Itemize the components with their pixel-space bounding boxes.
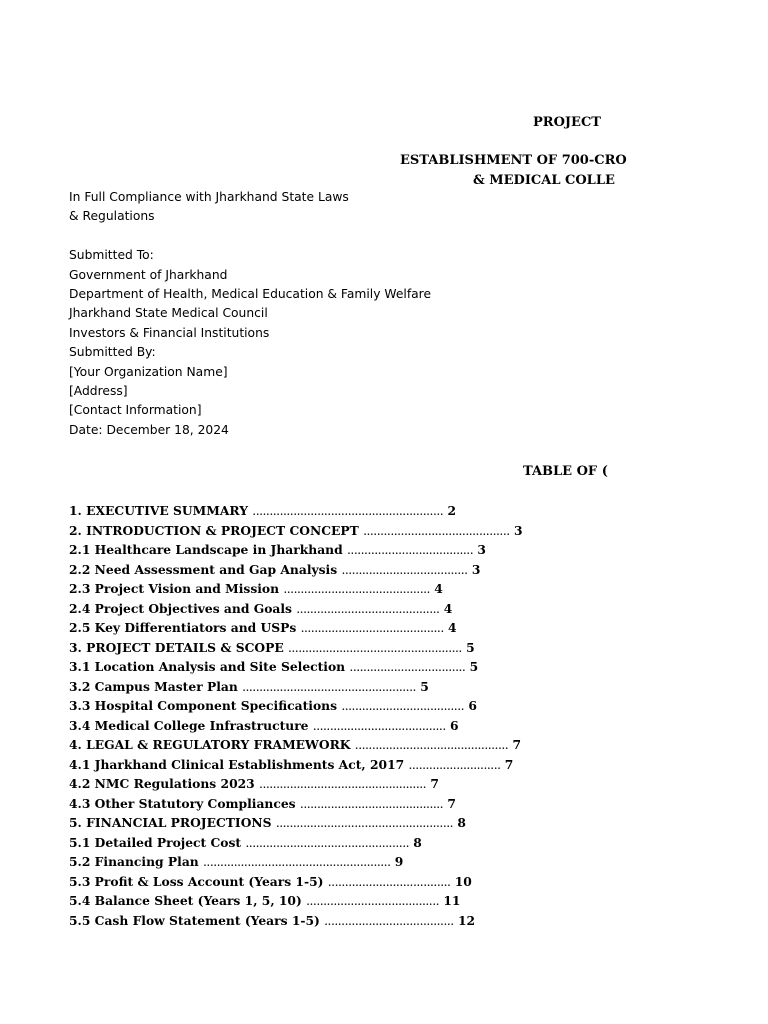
recipient-line: Jharkhand State Medical Council — [69, 306, 268, 321]
toc-entry-leader-dots: ....................................... — [306, 894, 440, 908]
toc-entry-leader-dots: .......................................... — [296, 601, 440, 616]
toc-entry[interactable] — [69, 579, 523, 599]
toc-heading: TABLE OF ( — [523, 464, 608, 479]
document-title: PROJECT — [533, 115, 601, 130]
toc-entry-page-number: 10 — [454, 873, 472, 889]
toc-entry-leader-dots: .................................... — [327, 874, 451, 889]
toc-entry-page-number: 5 — [469, 659, 479, 674]
toc-entry-page-number: 7 — [504, 756, 514, 772]
toc-entry-title: 5.5 Cash Flow Statement (Years 1-5) — [69, 912, 320, 928]
toc-entry[interactable] — [69, 833, 523, 853]
toc-entry-title: 5.2 Financing Plan — [69, 854, 199, 869]
toc-entry-leader-dots: ...................................... — [324, 913, 454, 928]
toc-entry-page-number: 2 — [447, 503, 457, 518]
toc-entry[interactable] — [69, 521, 523, 541]
toc-entry-page-number: 12 — [457, 912, 476, 928]
compliance-line-1: In Full Compliance with Jharkhand State Laws — [69, 190, 349, 204]
toc-entry[interactable] — [69, 852, 523, 872]
toc-entry-page-number: 8 — [457, 815, 466, 830]
toc-entry-page-number: 5 — [466, 639, 475, 655]
toc-entry[interactable] — [69, 755, 523, 775]
submitter-line: [Address] — [69, 383, 128, 398]
toc-entry[interactable] — [69, 735, 523, 755]
submission-date: Date: December 18, 2024 — [69, 422, 229, 437]
toc-entry[interactable] — [69, 677, 523, 697]
toc-entry[interactable] — [69, 891, 523, 911]
toc-entry-title: 4.1 Jharkhand Clinical Establishments Act, 2017 — [69, 756, 405, 772]
toc-entry[interactable] — [69, 638, 523, 658]
recipient-line: Investors & Financial Institutions — [69, 325, 270, 340]
toc-entry-leader-dots: .......................................... — [300, 621, 444, 635]
toc-entry-title: 2.4 Project Objectives and Goals — [69, 600, 292, 616]
toc-entry-page-number: 7 — [512, 737, 522, 752]
document-subtitle-line-1: ESTABLISHMENT OF 700-CRO — [400, 153, 627, 168]
toc-entry-page-number: 5 — [420, 678, 429, 694]
submitted-to-label: Submitted To: — [69, 248, 154, 263]
submitter-line: [Your Organization Name] — [69, 364, 228, 379]
toc-entry-leader-dots: ........................................... — [283, 582, 430, 596]
toc-entry-page-number: 4 — [448, 620, 457, 635]
toc-entry-page-number: 3 — [513, 522, 523, 538]
document-subtitle-line-2: & MEDICAL COLLE — [473, 173, 615, 188]
toc-entry[interactable] — [69, 774, 523, 794]
toc-entry-title: 3.1 Location Analysis and Site Selection — [69, 659, 346, 674]
toc-entry-leader-dots: ........................................................ — [252, 504, 444, 518]
toc-entry-page-number: 4 — [443, 600, 453, 616]
toc-entry-page-number: 11 — [443, 893, 461, 908]
toc-entry[interactable] — [69, 911, 523, 931]
toc-entry-title: 4. LEGAL & REGULATORY FRAMEWORK — [69, 737, 351, 752]
toc-entry-title: 2.1 Healthcare Landscape in Jharkhand — [69, 542, 343, 557]
toc-entry-page-number: 3 — [471, 561, 481, 577]
toc-entry-leader-dots: ........................................... — [363, 523, 510, 538]
toc-entry[interactable] — [69, 716, 523, 736]
toc-entry-leader-dots: ............................................. — [354, 738, 509, 752]
toc-entry-leader-dots: ..................................... — [347, 543, 474, 557]
toc-entry-leader-dots: ................................................. — [259, 777, 427, 791]
spacer — [69, 227, 431, 246]
recipient-line: Department of Health, Medical Education & Family Welfare — [69, 286, 432, 301]
toc-entry[interactable] — [69, 794, 523, 814]
toc-entry-leader-dots: ....................................... — [312, 718, 446, 733]
toc-entry-title: 1. EXECUTIVE SUMMARY — [69, 503, 249, 518]
toc-entry[interactable] — [69, 560, 523, 580]
toc-entry-leader-dots: .......................................... — [299, 796, 444, 811]
toc-entry[interactable] — [69, 501, 523, 521]
toc-entry-title: 5.4 Balance Sheet (Years 1, 5, 10) — [69, 893, 302, 908]
submitted-by-label: Submitted By: — [69, 345, 156, 360]
toc-entry-page-number: 9 — [394, 854, 404, 869]
toc-entry-leader-dots: ................................................... — [287, 640, 462, 655]
toc-entry-leader-dots: .................................. — [349, 660, 466, 674]
toc-entry[interactable] — [69, 813, 523, 833]
toc-entry[interactable] — [69, 872, 523, 892]
toc-entry-page-number: 8 — [413, 834, 422, 850]
toc-entry-title: 2.2 Need Assessment and Gap Analysis — [69, 561, 338, 577]
toc-entry-leader-dots: ........................... — [408, 757, 501, 772]
toc-entry-title: 5.1 Detailed Project Cost — [69, 834, 242, 850]
intro-block — [69, 188, 431, 440]
toc-entry-page-number: 6 — [468, 698, 477, 713]
toc-entry-title: 3.2 Campus Master Plan — [69, 678, 238, 694]
toc-entry-leader-dots: ....................................................... — [203, 855, 391, 869]
toc-entry-leader-dots: ................................................ — [245, 835, 410, 850]
toc-entry[interactable] — [69, 696, 523, 716]
toc-entry-leader-dots: .................................... — [341, 699, 465, 713]
toc-entry[interactable] — [69, 540, 523, 560]
table-of-contents — [69, 501, 523, 930]
toc-entry-page-number: 7 — [447, 795, 456, 811]
toc-entry-title: 3.3 Hospital Component Specifications — [69, 698, 338, 713]
toc-entry-page-number: 7 — [430, 776, 439, 791]
toc-entry-page-number: 6 — [450, 717, 459, 733]
toc-entry-page-number: 4 — [434, 581, 443, 596]
recipient-line: Government of Jharkhand — [69, 267, 228, 282]
toc-entry[interactable] — [69, 599, 523, 619]
toc-entry-title: 3.4 Medical College Infrastructure — [69, 717, 309, 733]
toc-entry-leader-dots: ................................................... — [242, 679, 416, 694]
toc-entry-page-number: 3 — [477, 542, 486, 557]
toc-entry-title: 2. INTRODUCTION & PROJECT CONCEPT — [69, 522, 359, 538]
compliance-line-2: & Regulations — [69, 209, 155, 224]
submitter-line: [Contact Information] — [69, 403, 202, 418]
toc-entry-title: 4.3 Other Statutory Compliances — [69, 795, 296, 811]
toc-entry[interactable] — [69, 618, 523, 638]
toc-entry-leader-dots: ..................................... — [341, 562, 468, 577]
toc-entry-title: 5.3 Profit & Loss Account (Years 1-5) — [69, 873, 324, 889]
toc-entry[interactable] — [69, 657, 523, 677]
toc-entry-title: 5. FINANCIAL PROJECTIONS — [69, 815, 272, 830]
toc-entry-title: 3. PROJECT DETAILS & SCOPE — [69, 639, 284, 655]
toc-entry-title: 4.2 NMC Regulations 2023 — [69, 776, 255, 791]
toc-entry-leader-dots: .................................................... — [275, 816, 454, 830]
toc-entry-title: 2.3 Project Vision and Mission — [69, 581, 280, 596]
toc-entry-title: 2.5 Key Differentiators and USPs — [69, 620, 297, 635]
